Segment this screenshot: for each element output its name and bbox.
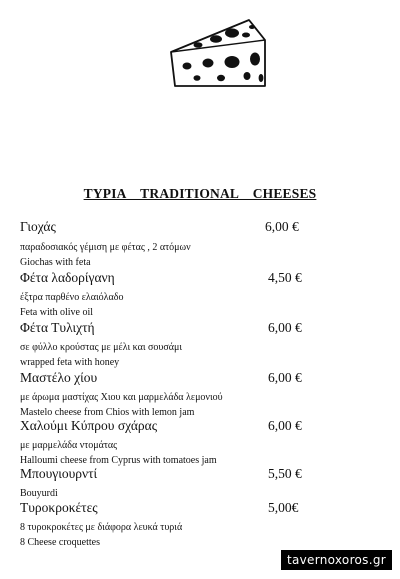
item-description-en: Giochas with feta xyxy=(20,257,91,268)
item-name: Μπουγιουρντί xyxy=(20,466,98,481)
menu-title: ΤΥΡΙΑ TRADITIONAL CHEESES xyxy=(83,186,317,201)
item-description-en: 8 Cheese croquettes xyxy=(20,537,100,548)
item-name: Τυροκροκέτες xyxy=(20,500,98,515)
item-price: 4,50 € xyxy=(268,270,302,285)
item-price: 6,00 € xyxy=(268,418,302,433)
item-description-gr: με μαρμελάδα ντομάτας xyxy=(20,440,118,451)
item-description-en: Mastelo cheese from Chios with lemon jam xyxy=(20,407,195,418)
item-price: 5,50 € xyxy=(268,466,302,481)
item-name: Φέτα Τυλιχτή xyxy=(20,320,95,335)
item-description-gr: με άρωμα μαστίχας Χιου και μαρμελάδα λεμονιού xyxy=(20,392,223,403)
site-watermark: tavernoxoros.gr xyxy=(281,550,392,570)
item-name: Γιοχάς xyxy=(20,219,56,234)
item-description-gr: έξτρα παρθένο ελαιόλαδο xyxy=(20,292,124,303)
item-description-en: Feta with olive oil xyxy=(20,307,94,318)
item-description-gr: σε φύλλο κρούστας με μέλι και σουσάμι xyxy=(20,342,183,353)
item-description-en: Halloumi cheese from Cyprus with tomatoes jam xyxy=(20,455,217,466)
item-price: 6,00 € xyxy=(268,320,302,335)
item-name: Φέτα λαδορίγανη xyxy=(20,270,115,285)
item-name: Μαστέλο χίου xyxy=(20,370,98,385)
item-price: 5,00€ xyxy=(268,500,299,515)
item-name: Χαλούμι Κύπρου σχάρας xyxy=(20,418,158,433)
cheese-icon xyxy=(163,12,275,96)
item-price: 6,00 € xyxy=(268,370,302,385)
item-description-en: Bouyurdi xyxy=(20,488,58,499)
item-description-gr: 8 τυροκροκέτες με διάφορα λευκά τυριά xyxy=(20,522,183,533)
item-price: 6,00 € xyxy=(265,219,299,234)
item-description-en: wrapped feta with honey xyxy=(20,357,120,368)
item-description-gr: παραδοσιακός γέμιση με φέτας , 2 ατόμων xyxy=(20,242,191,253)
